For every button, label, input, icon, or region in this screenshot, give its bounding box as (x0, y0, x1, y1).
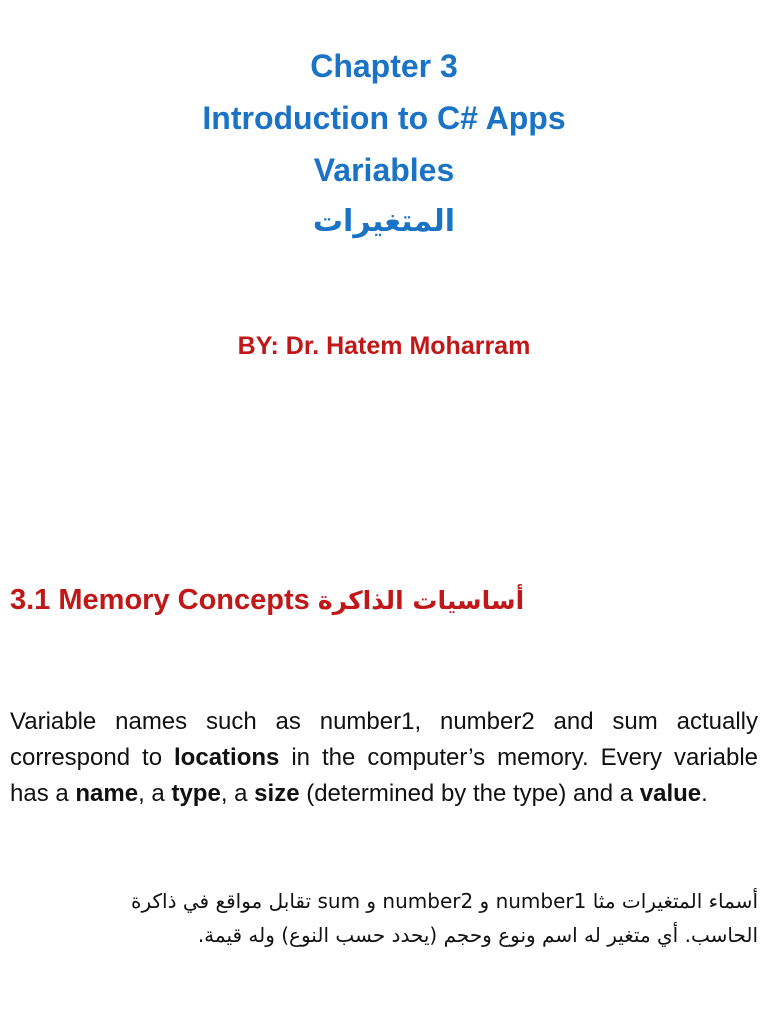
section-heading-english: 3.1 Memory Concepts (10, 584, 310, 616)
keyword-locations: locations (174, 744, 280, 771)
keyword-type: type (171, 780, 221, 807)
para-text-5: (determined by the type) and a (299, 780, 640, 807)
para-text-6: . (701, 780, 708, 807)
para-text-1: Variable names such as number1, number2 and sum actually correspond to (10, 708, 758, 771)
keyword-value: value (639, 780, 702, 807)
keyword-name: name (75, 780, 139, 807)
para-text-3: , a (138, 780, 172, 807)
author-line: BY: Dr. Hatem Moharram (237, 332, 531, 360)
keyword-size: size (254, 780, 300, 807)
chapter-topic-arabic: المتغيرات (312, 204, 456, 239)
section-heading-arabic: أساسيات الذاكرة (317, 586, 525, 615)
paragraph-arabic (10, 884, 758, 952)
paragraph-arabic-line-2: الحاسب. أي متغير له اسم ونوع وحجم (يحدد حسب النوع) وله قيمة. (197, 923, 758, 947)
chapter-topic: Variables (313, 152, 455, 188)
para-text-2: in the computer’s memory. Every variable has a (10, 744, 758, 807)
chapter-title (0, 40, 768, 248)
para-text-4: , a (220, 780, 255, 807)
chapter-subtitle: Introduction to C# Apps (202, 100, 566, 136)
paragraph-english (10, 704, 758, 812)
chapter-number: Chapter 3 (310, 48, 458, 84)
section-heading (10, 584, 758, 617)
paragraph-arabic-line-1: أسماء المتغيرات مثا number1 و number2 و sum تقابل مواقع في ذاكرة (131, 889, 758, 913)
